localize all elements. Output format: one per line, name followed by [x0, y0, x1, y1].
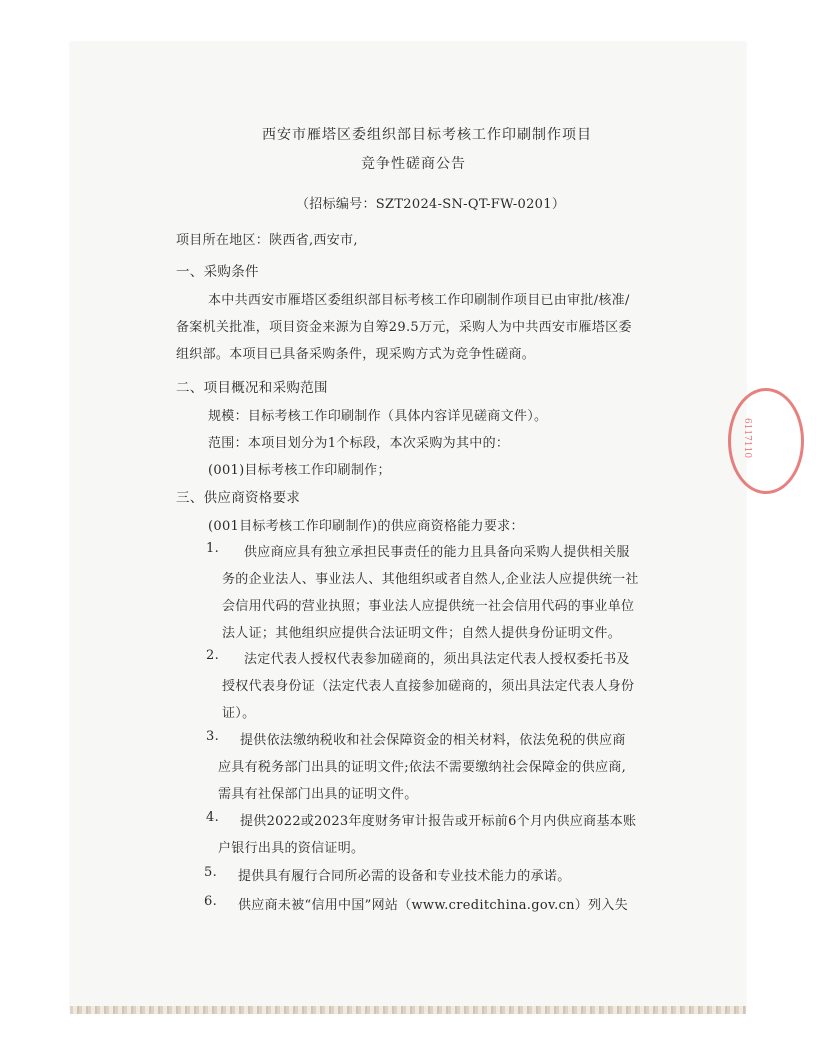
section-1-line: 组织部。本项目已具备采购条件，现采购方式为竞争性磋商。 [176, 347, 536, 362]
list-item-text: 法人证；其他组织应提供合法证明文件；自然人提供身份证明文件。 [222, 626, 622, 641]
section-2-line: 规模：目标考核工作印刷制作（具体内容详见磋商文件）。 [208, 409, 548, 424]
list-item-text: 供应商未被“信用中国”网站（www.creditchina.gov.cn）列入失 [238, 898, 628, 913]
scan-bottom-edge [70, 1006, 746, 1014]
section-3-heading: 三、供应商资格要求 [176, 490, 301, 506]
list-item-number: 6. [204, 894, 218, 909]
section-1-heading: 一、采购条件 [176, 264, 259, 280]
list-item-text: 法定代表人授权代表参加磋商的，须出具法定代表人授权委托书及 [244, 652, 630, 667]
list-item-number: 1. [206, 541, 220, 556]
list-item-text: 务的企业法人、事业法人、其他组织或者自然人,企业法人应提供统一社 [222, 572, 639, 587]
section-2-heading: 二、项目概况和采购范围 [176, 380, 328, 396]
list-item-text: 应具有税务部门出具的证明文件;依法不需要缴纳社会保障金的供应商, [218, 760, 627, 775]
list-item-text: 授权代表身份证（法定代表人直接参加磋商的，须出具法定代表人身份 [222, 679, 635, 694]
list-item-text: 需具有社保部门出具的证明文件。 [218, 787, 418, 802]
section-1-line: 本中共西安市雁塔区委组织部目标考核工作印刷制作项目已由审批/核准/ [208, 293, 630, 308]
list-item-number: 2. [206, 648, 220, 663]
document-title-line-2: 竞争性磋商公告 [361, 156, 466, 172]
list-item-text: 供应商应具有独立承担民事责任的能力且具备向采购人提供相关服 [244, 545, 630, 560]
project-region: 项目所在地区：陕西省,西安市, [176, 233, 358, 248]
list-item-text: 证）。 [222, 706, 256, 721]
section-2-line: 范围：本项目划分为1个标段，本次采购为其中的： [208, 436, 510, 451]
red-seal-stamp-fragment: 6117110 [742, 418, 752, 459]
list-item-text: 提供具有履行合同所必需的设备和专业技术能力的承诺。 [238, 869, 571, 884]
list-item-text: 户银行出具的资信证明。 [218, 841, 365, 856]
list-item-number: 4. [206, 810, 220, 825]
tender-number: （招标编号：SZT2024-SN-QT-FW-0201） [296, 197, 566, 212]
section-1-line: 备案机关批准，项目资金来源为自筹29.5万元，采购人为中共西安市雁塔区委 [176, 320, 632, 335]
list-item-number: 5. [204, 865, 218, 880]
list-item-number: 3. [206, 729, 220, 744]
red-seal-stamp [728, 388, 804, 494]
list-item-text: 会信用代码的营业执照；事业法人应提供统一社会信用代码的事业单位 [222, 599, 635, 614]
section-2-line: (001)目标考核工作印刷制作； [208, 463, 391, 478]
list-item-text: 提供依法缴纳税收和社会保障资金的相关材料，依法免税的供应商 [240, 733, 626, 748]
document-title-line-1: 西安市雁塔区委组织部目标考核工作印刷制作项目 [262, 127, 592, 143]
list-item-text: 提供2022或2023年度财务审计报告或开标前6个月内供应商基本账 [240, 814, 637, 829]
section-3-intro: (001目标考核工作印刷制作)的供应商资格能力要求： [208, 519, 524, 534]
